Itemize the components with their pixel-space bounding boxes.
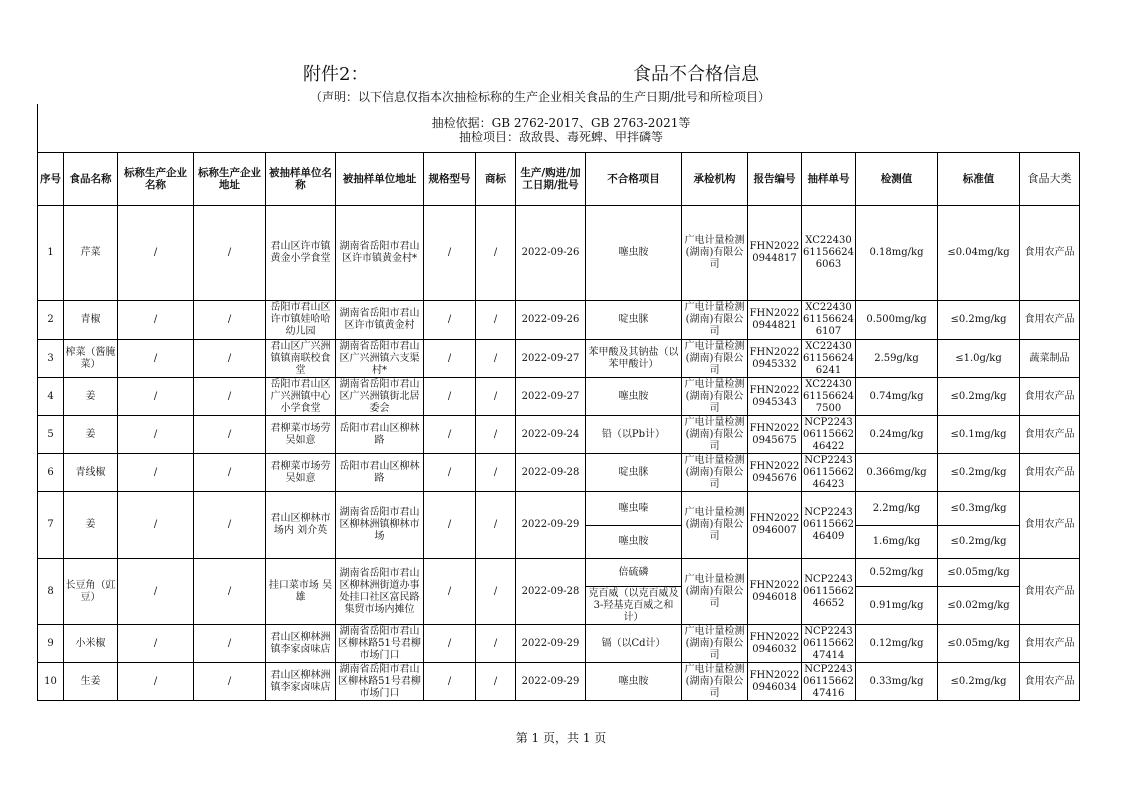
- cell-item: 噻虫嗪: [586, 492, 682, 526]
- cell-addr: 湖南省岳阳市君山区许市镇黄金村: [336, 301, 424, 340]
- cell-standard: ≤0.2mg/kg: [938, 301, 1020, 340]
- cell-producer-addr: /: [194, 378, 266, 416]
- cell-seq: 3: [38, 340, 64, 378]
- cell-unit: 岳阳市君山区许市镇娃哈哈幼儿园: [266, 301, 336, 340]
- cell-seq: 8: [38, 559, 64, 625]
- cell-seq: 2: [38, 301, 64, 340]
- cell-food: 青线椒: [64, 454, 118, 492]
- col-spec: 规格型号: [424, 153, 476, 206]
- cell-producer-addr: /: [194, 625, 266, 663]
- cell-sample: NCP22430611566246423: [803, 454, 854, 490]
- cell-report: FHN20220945675: [748, 416, 802, 454]
- cell-standard: ≤0.1mg/kg: [938, 416, 1020, 454]
- cell-item: 噻虫胺: [586, 663, 682, 701]
- cell-unit: 君山区柳林洲镇李家卤味店: [266, 625, 336, 663]
- table-row: [38, 340, 1080, 378]
- col-value: 检测值: [856, 153, 938, 206]
- cell-category: 食用农产品: [1020, 625, 1080, 663]
- cell-producer-name: /: [118, 340, 194, 378]
- basis-items: 抽检项目：敌敌畏、毒死蜱、甲拌磷等: [458, 130, 663, 144]
- cell-producer-name: /: [118, 378, 194, 416]
- cell-date: 2022-09-29: [516, 663, 586, 701]
- table-row: [38, 206, 1080, 301]
- table-row: [38, 454, 1080, 492]
- cell-unit: 君柳菜市场劳吴如意: [266, 416, 336, 454]
- cell-seq: 9: [38, 625, 64, 663]
- table-header-row: [38, 153, 1080, 206]
- cell-producer-addr: /: [194, 492, 266, 559]
- cell-producer-name: /: [118, 625, 194, 663]
- col-food-name: 食品名称: [64, 153, 118, 206]
- cell-standard: ≤0.2mg/kg: [938, 378, 1020, 416]
- cell-addr: 湖南省岳阳市君山区柳林路51号君柳市场门口: [336, 625, 424, 663]
- page-title: 食品不合格信息: [633, 64, 759, 85]
- cell-producer-addr: /: [194, 454, 266, 492]
- col-sampled-addr: 被抽样单位地址: [336, 153, 424, 206]
- cell-addr: 湖南省岳阳市君山区柳林洲镇柳林市场: [336, 492, 424, 559]
- cell-agency: 广电计量检测(湖南)有限公司: [682, 301, 748, 340]
- cell-food: 芹菜: [64, 206, 118, 301]
- cell-report: FHN20220945332: [748, 340, 802, 378]
- cell-category: 食用农产品: [1020, 378, 1080, 416]
- cell-value: 1.6mg/kg: [856, 526, 938, 559]
- cell-agency: 广电计量检测(湖南)有限公司: [682, 378, 748, 416]
- cell-brand: /: [476, 206, 516, 301]
- cell-category: 食用农产品: [1020, 416, 1080, 454]
- cell-item: 克百威（以克百威及3-羟基克百威之和计）: [586, 587, 682, 625]
- col-producer-addr: 标称生产企业地址: [194, 153, 266, 206]
- cell-report: FHN20220946007: [748, 492, 802, 559]
- col-sampled-unit: 被抽样单位名称: [266, 153, 336, 206]
- cell-spec: /: [424, 340, 476, 378]
- cell-brand: /: [476, 559, 516, 625]
- cell-value: 0.52mg/kg: [856, 559, 938, 587]
- cell-item: 啶虫脒: [586, 301, 682, 340]
- cell-spec: /: [424, 416, 476, 454]
- cell-producer-name: /: [118, 206, 194, 301]
- cell-standard: ≤0.3mg/kg: [938, 492, 1020, 526]
- cell-producer-addr: /: [194, 340, 266, 378]
- table-row: [38, 663, 1080, 701]
- cell-food: 姜: [64, 492, 118, 559]
- cell-item: 镉（以Cd计）: [586, 625, 682, 663]
- cell-agency: 广电计量检测(湖南)有限公司: [682, 416, 748, 454]
- cell-sample: NCP22430611566246409: [802, 492, 856, 559]
- cell-producer-name: /: [118, 454, 194, 492]
- cell-spec: /: [424, 625, 476, 663]
- cell-unit: 君山区许市镇黄金小学食堂: [266, 206, 336, 301]
- page-number: 第 1 页，共 1 页: [515, 731, 607, 745]
- cell-standard: ≤0.02mg/kg: [938, 587, 1020, 625]
- cell-seq: 4: [38, 378, 64, 416]
- cell-brand: /: [476, 663, 516, 701]
- cell-brand: /: [476, 378, 516, 416]
- cell-item: 铅（以Pb计）: [586, 416, 682, 454]
- cell-date: 2022-09-27: [516, 340, 586, 378]
- cell-producer-addr: /: [194, 416, 266, 454]
- cell-spec: /: [424, 492, 476, 559]
- cell-category: 食用农产品: [1020, 206, 1080, 301]
- cell-seq: 1: [38, 206, 64, 301]
- cell-agency: 广电计量检测(湖南)有限公司: [682, 206, 748, 301]
- cell-spec: /: [424, 663, 476, 701]
- cell-item: 噻虫胺: [586, 526, 682, 559]
- cell-value: 0.74mg/kg: [856, 378, 938, 416]
- cell-date: 2022-09-28: [516, 454, 586, 492]
- cell-agency: 广电计量检测(湖南)有限公司: [682, 454, 748, 492]
- cell-seq: 10: [38, 663, 64, 701]
- cell-spec: /: [424, 454, 476, 492]
- cell-producer-name: /: [118, 416, 194, 454]
- cell-producer-name: /: [118, 559, 194, 625]
- cell-value: 0.24mg/kg: [856, 416, 938, 454]
- cell-food: 青椒: [64, 301, 118, 340]
- cell-producer-name: /: [118, 301, 194, 340]
- cell-brand: /: [476, 454, 516, 492]
- cell-sample: XC22430611566246107: [802, 301, 856, 340]
- col-standard: 标准值: [938, 153, 1020, 206]
- col-brand: 商标: [476, 153, 516, 206]
- cell-report: FHN20220946034: [748, 663, 802, 701]
- cell-report: FHN20220944817: [748, 206, 802, 301]
- cell-value: 0.18mg/kg: [856, 206, 938, 301]
- col-item: 不合格项目: [586, 153, 682, 206]
- cell-item: 噻虫胺: [586, 206, 682, 301]
- cell-agency: 广电计量检测(湖南)有限公司: [682, 559, 748, 625]
- cell-value: 0.366mg/kg: [856, 454, 938, 492]
- cell-date: 2022-09-26: [516, 301, 586, 340]
- cell-value: 2.59g/kg: [856, 340, 938, 378]
- table-row: [38, 492, 1080, 526]
- cell-category: 蔬菜制品: [1020, 340, 1080, 378]
- cell-date: 2022-09-29: [516, 492, 586, 559]
- cell-unit: 君山区柳林洲镇李家卤味店: [266, 663, 336, 701]
- table-row: [38, 301, 1080, 340]
- cell-producer-addr: /: [194, 663, 266, 701]
- cell-item: 噻虫胺: [586, 378, 682, 416]
- cell-spec: /: [424, 378, 476, 416]
- basis-standards: 抽检依据：GB 2762-2017、GB 2763-2021等: [431, 116, 691, 130]
- cell-agency: 广电计量检测(湖南)有限公司: [682, 663, 748, 701]
- cell-value: 0.500mg/kg: [856, 301, 938, 340]
- cell-agency: 广电计量检测(湖南)有限公司: [682, 625, 748, 663]
- cell-standard: ≤0.05mg/kg: [938, 625, 1020, 663]
- cell-value: 2.2mg/kg: [856, 492, 938, 526]
- table-row: [38, 378, 1080, 416]
- cell-report: FHN20220945343: [748, 378, 802, 416]
- cell-addr: 湖南省岳阳市君山区许市镇黄金村*: [336, 206, 424, 301]
- cell-addr: 湖南省岳阳市君山区柳林路51号君柳市场门口: [336, 663, 424, 701]
- cell-sample: XC22430611566247500: [803, 378, 854, 414]
- cell-item: 苯甲酸及其钠盐（以苯甲酸计）: [586, 340, 682, 378]
- cell-standard: ≤0.2mg/kg: [938, 454, 1020, 492]
- cell-sample: XC22430611566246241: [803, 340, 854, 376]
- cell-seq: 5: [38, 416, 64, 454]
- cell-unit: 君柳菜市场劳吴如意: [266, 454, 336, 492]
- inspection-basis: [0, 116, 1122, 144]
- cell-producer-name: /: [118, 492, 194, 559]
- table-row: [38, 416, 1080, 454]
- cell-value: 0.12mg/kg: [856, 625, 938, 663]
- cell-producer-addr: /: [194, 559, 266, 625]
- cell-addr: 湖南省岳阳市君山区广兴洲镇街北居委会: [336, 378, 424, 416]
- cell-brand: /: [476, 625, 516, 663]
- cell-food: 生姜: [64, 663, 118, 701]
- cell-brand: /: [476, 492, 516, 559]
- cell-standard: ≤0.04mg/kg: [938, 206, 1020, 301]
- cell-standard: ≤0.05mg/kg: [938, 559, 1020, 587]
- cell-brand: /: [476, 340, 516, 378]
- col-category: 食品大类: [1020, 153, 1080, 206]
- cell-food: 小米椒: [64, 625, 118, 663]
- cell-report: FHN20220945676: [748, 454, 802, 492]
- attachment-label: 附件2：: [303, 64, 369, 85]
- cell-producer-name: /: [118, 663, 194, 701]
- cell-category: 食用农产品: [1020, 454, 1080, 492]
- table-row: [38, 625, 1080, 663]
- cell-addr: 湖南省岳阳市君山区柳林洲街道办事处挂口社区富民路集贸市场内摊位: [336, 559, 424, 625]
- cell-report: FHN20220946018: [748, 559, 802, 625]
- col-sample-no: 抽样单号: [802, 153, 856, 206]
- cell-seq: 7: [38, 492, 64, 559]
- cell-agency: 广电计量检测(湖南)有限公司: [682, 340, 748, 378]
- cell-spec: /: [424, 301, 476, 340]
- cell-food: 长豆角（豇豆）: [64, 559, 118, 625]
- cell-category: 食用农产品: [1020, 559, 1080, 625]
- cell-sample: NCP22430611566246422: [803, 416, 854, 452]
- cell-spec: /: [424, 559, 476, 625]
- cell-category: 食用农产品: [1020, 492, 1080, 559]
- col-seq: 序号: [38, 153, 64, 206]
- cell-unit: 挂口菜市场 吴雄: [266, 559, 336, 625]
- cell-food: 姜: [64, 378, 118, 416]
- cell-standard: ≤1.0g/kg: [938, 340, 1020, 378]
- cell-value: 0.91mg/kg: [856, 587, 938, 625]
- cell-sample: NCP22430611566247414: [803, 625, 854, 661]
- cell-food: 姜: [64, 416, 118, 454]
- col-producer-name: 标称生产企业名称: [118, 153, 194, 206]
- cell-producer-addr: /: [194, 206, 266, 301]
- cell-producer-addr: /: [194, 301, 266, 340]
- cell-addr: 岳阳市君山区柳林路: [336, 454, 424, 492]
- cell-sample: NCP22430611566246652: [802, 559, 856, 625]
- cell-sample: XC22430611566246063: [802, 206, 856, 301]
- cell-category: 食用农产品: [1020, 301, 1080, 340]
- cell-standard: ≤0.2mg/kg: [938, 663, 1020, 701]
- col-agency: 承检机构: [682, 153, 748, 206]
- cell-report: FHN20220944821: [748, 301, 802, 340]
- cell-unit: 岳阳市君山区广兴洲镇中心小学食堂: [266, 378, 336, 416]
- cell-item: 啶虫脒: [586, 454, 682, 492]
- cell-brand: /: [476, 301, 516, 340]
- cell-report: FHN20220946032: [748, 625, 802, 663]
- cell-category: 食用农产品: [1020, 663, 1080, 701]
- cell-standard: ≤0.2mg/kg: [938, 526, 1020, 559]
- cell-date: 2022-09-29: [516, 625, 586, 663]
- cell-spec: /: [424, 206, 476, 301]
- table-row: [38, 559, 1080, 587]
- statement: （声明：以下信息仅指本次抽检标称的生产企业相关食品的生产日期/批号和所检项目）: [309, 90, 771, 104]
- col-report-no: 报告编号: [748, 153, 802, 206]
- cell-date: 2022-09-28: [516, 559, 586, 625]
- cell-addr: 岳阳市君山区柳林路: [336, 416, 424, 454]
- cell-food: 榨菜（酱腌菜）: [64, 340, 118, 378]
- cell-item: 倍硫磷: [586, 559, 682, 587]
- cell-unit: 君山区柳林市场内 刘介英: [266, 492, 336, 559]
- cell-seq: 6: [38, 454, 64, 492]
- cell-sample: NCP22430611566247416: [803, 663, 854, 699]
- cell-date: 2022-09-27: [516, 378, 586, 416]
- cell-agency: 广电计量检测(湖南)有限公司: [682, 492, 748, 559]
- cell-value: 0.33mg/kg: [856, 663, 938, 701]
- cell-date: 2022-09-24: [516, 416, 586, 454]
- cell-date: 2022-09-26: [516, 206, 586, 301]
- cell-addr: 湖南省岳阳市君山区广兴洲镇六支渠村*: [336, 340, 424, 378]
- col-date: 生产/购进/加工日期/批号: [516, 153, 586, 206]
- unqualified-food-table: [37, 152, 1080, 701]
- cell-unit: 君山区广兴洲镇镇南联校食堂: [266, 340, 336, 378]
- cell-brand: /: [476, 416, 516, 454]
